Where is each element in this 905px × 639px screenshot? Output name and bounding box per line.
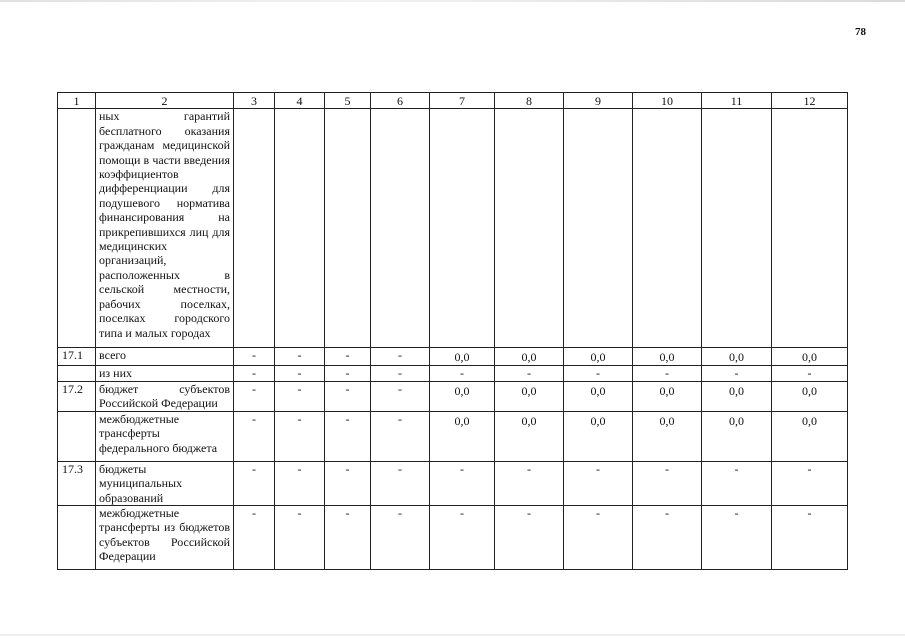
value-cell: -: [371, 411, 430, 461]
budget-table: [57, 92, 848, 570]
value-cell: 0,0: [495, 381, 564, 411]
row-number: 17.2: [58, 381, 96, 411]
value-cell: -: [633, 506, 702, 570]
column-number: 3: [234, 93, 275, 109]
value-cell: -: [495, 506, 564, 570]
value-cell: -: [371, 506, 430, 570]
data-rows: [58, 348, 848, 570]
table-row: [58, 461, 848, 505]
value-cell: -: [772, 365, 848, 381]
table-row: [58, 348, 848, 365]
column-number: 10: [633, 93, 702, 109]
empty-cell: [633, 109, 702, 348]
value-cell: 0,0: [772, 411, 848, 461]
value-cell: 0,0: [564, 381, 633, 411]
table-row: [58, 365, 848, 381]
value-cell: 0,0: [702, 381, 772, 411]
empty-cell: [564, 109, 633, 348]
row-number: [58, 411, 96, 461]
value-cell: 0,0: [564, 411, 633, 461]
value-cell: -: [234, 348, 275, 365]
value-cell: -: [325, 411, 371, 461]
value-cell: -: [275, 461, 325, 505]
value-cell: -: [275, 365, 325, 381]
value-cell: 0,0: [633, 381, 702, 411]
row-label: бюджет субъектов Российской Федерации: [96, 381, 234, 411]
value-cell: -: [495, 461, 564, 505]
value-cell: 0,0: [430, 348, 495, 365]
value-cell: -: [564, 461, 633, 505]
column-number: 1: [58, 93, 96, 109]
table-row: [58, 411, 848, 461]
table-row: [58, 381, 848, 411]
value-cell: -: [564, 506, 633, 570]
column-number: 5: [325, 93, 371, 109]
empty-cell: [495, 109, 564, 348]
value-cell: -: [325, 381, 371, 411]
empty-cell: [275, 109, 325, 348]
column-number: 6: [371, 93, 430, 109]
value-cell: 0,0: [430, 381, 495, 411]
continuation-row: [58, 109, 848, 348]
value-cell: 0,0: [772, 381, 848, 411]
value-cell: -: [772, 506, 848, 570]
empty-cell: [234, 109, 275, 348]
value-cell: -: [702, 461, 772, 505]
value-cell: -: [325, 461, 371, 505]
column-number: 4: [275, 93, 325, 109]
scan-edge-bottom: [0, 634, 905, 636]
value-cell: -: [430, 506, 495, 570]
value-cell: -: [234, 461, 275, 505]
value-cell: -: [325, 506, 371, 570]
value-cell: -: [275, 411, 325, 461]
row-number: [58, 506, 96, 570]
value-cell: -: [234, 506, 275, 570]
value-cell: 0,0: [430, 411, 495, 461]
value-cell: -: [430, 365, 495, 381]
page-number: 78: [855, 26, 866, 38]
column-numbers-row: [58, 93, 848, 109]
value-cell: -: [275, 506, 325, 570]
value-cell: -: [325, 365, 371, 381]
row-label: всего: [96, 348, 234, 365]
row-label: межбюджетные трансферты федерального бюджета: [96, 411, 234, 461]
value-cell: 0,0: [702, 348, 772, 365]
value-cell: -: [633, 365, 702, 381]
row-label: бюджеты муниципальных образований: [96, 461, 234, 505]
column-number: 12: [772, 93, 848, 109]
value-cell: -: [702, 365, 772, 381]
column-number: 11: [702, 93, 772, 109]
column-number: 7: [430, 93, 495, 109]
value-cell: 0,0: [495, 348, 564, 365]
value-cell: -: [495, 365, 564, 381]
value-cell: -: [234, 411, 275, 461]
value-cell: -: [275, 381, 325, 411]
row-label: из них: [96, 365, 234, 381]
value-cell: -: [371, 381, 430, 411]
row-number: 17.3: [58, 461, 96, 505]
column-number: 9: [564, 93, 633, 109]
value-cell: -: [234, 365, 275, 381]
value-cell: 0,0: [702, 411, 772, 461]
empty-cell: [371, 109, 430, 348]
row-number: [58, 365, 96, 381]
empty-cell: [325, 109, 371, 348]
value-cell: 0,0: [564, 348, 633, 365]
row-label: межбюджетные трансферты из бюджетов субъектов Российской Федерации: [96, 506, 234, 570]
value-cell: -: [371, 461, 430, 505]
empty-cell: [702, 109, 772, 348]
empty-cell: [430, 109, 495, 348]
value-cell: 0,0: [633, 411, 702, 461]
value-cell: -: [772, 461, 848, 505]
value-cell: 0,0: [772, 348, 848, 365]
column-number: 8: [495, 93, 564, 109]
value-cell: 0,0: [495, 411, 564, 461]
table-row: [58, 506, 848, 570]
value-cell: -: [564, 365, 633, 381]
value-cell: -: [325, 348, 371, 365]
value-cell: -: [702, 506, 772, 570]
value-cell: 0,0: [633, 348, 702, 365]
continuation-text: ных гарантий бесплатного оказания гражданам медицинской помощи в части введения коэффициентов дифференциации для подушевого норматива финансирования на прикрепившихся лиц для медицинских организаций, расположенных в сельской местности, рабочих поселках, поселках городского типа и малых городах: [96, 109, 234, 348]
value-cell: -: [275, 348, 325, 365]
column-number: 2: [96, 93, 234, 109]
value-cell: -: [371, 365, 430, 381]
value-cell: -: [633, 461, 702, 505]
row-number-cell: [58, 109, 96, 348]
value-cell: -: [430, 461, 495, 505]
value-cell: -: [371, 348, 430, 365]
scan-edge-top: [0, 0, 905, 2]
empty-cell: [772, 109, 848, 348]
value-cell: -: [234, 381, 275, 411]
row-number: 17.1: [58, 348, 96, 365]
